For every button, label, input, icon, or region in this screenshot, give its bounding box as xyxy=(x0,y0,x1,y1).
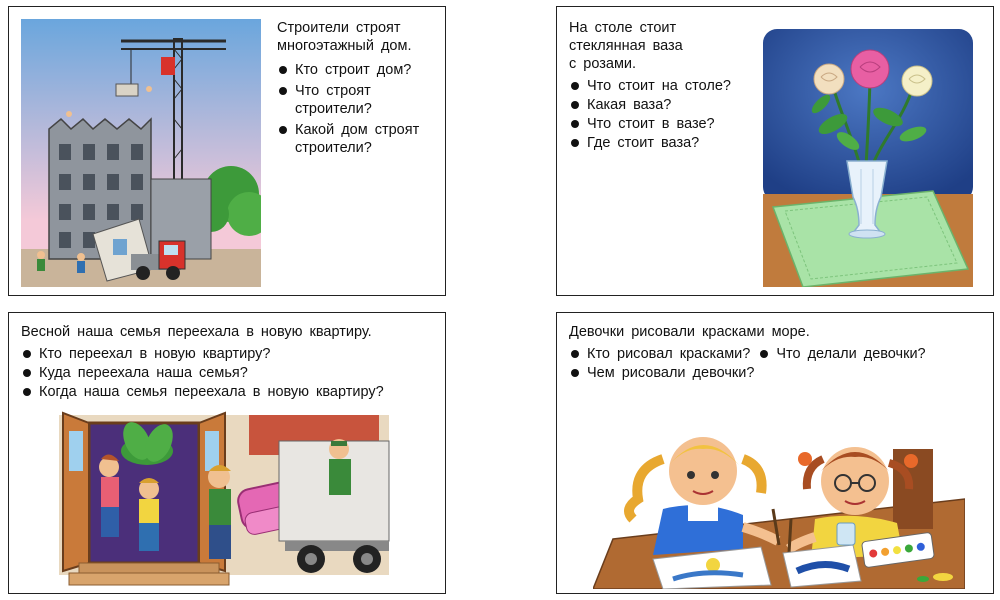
card-painting xyxy=(556,312,994,594)
card-text xyxy=(277,19,442,157)
card-title-line: с розами. xyxy=(569,56,637,72)
question-line: Что делали девочки? xyxy=(776,346,926,362)
question-item xyxy=(21,364,441,382)
moving-family-illustration xyxy=(49,401,409,589)
question-item xyxy=(277,61,442,79)
card-text xyxy=(569,19,769,152)
question-item xyxy=(569,96,769,114)
card-title-line: стеклянная ваза xyxy=(569,38,683,54)
card-title-line: Строители строят xyxy=(277,20,401,36)
question-line: Куда переехала наша семья? xyxy=(39,365,248,381)
question-line: Какая ваза? xyxy=(587,97,672,113)
question-line: Кто переехал в новую квартиру? xyxy=(39,346,271,362)
question-line: Какой дом строят xyxy=(295,122,420,138)
card-text xyxy=(569,323,989,382)
question-line: Чем рисовали девочки? xyxy=(587,365,755,381)
card-vase xyxy=(556,6,994,296)
question-line: строители? xyxy=(295,140,372,156)
card-title-line: Весной наша семья переехала в новую квартиру. xyxy=(21,324,372,340)
card-title-line: Девочки рисовали красками море. xyxy=(569,324,810,340)
roses-vase-illustration xyxy=(763,29,973,287)
question-line: Что стоит в вазе? xyxy=(587,116,715,132)
card-title-line: многоэтажный дом. xyxy=(277,38,412,54)
question-item xyxy=(569,364,989,382)
question-line: Кто рисовал красками? xyxy=(587,346,751,362)
construction-illustration xyxy=(21,19,261,287)
question-item xyxy=(277,82,442,118)
question-line: строители? xyxy=(295,101,372,117)
question-item xyxy=(758,345,925,363)
card-moving xyxy=(8,312,446,594)
question-line: Когда наша семья переехала в новую квартиру? xyxy=(39,384,384,400)
question-item xyxy=(569,134,769,152)
question-row xyxy=(569,345,989,363)
question-line: Кто строит дом? xyxy=(295,62,412,78)
girls-painting-illustration xyxy=(593,419,965,589)
question-line: Где стоит ваза? xyxy=(587,135,700,151)
question-item xyxy=(21,345,441,363)
question-item xyxy=(569,77,769,95)
card-title-line: На столе стоит xyxy=(569,20,677,36)
card-construction xyxy=(8,6,446,296)
question-item xyxy=(569,345,750,363)
question-item xyxy=(21,383,441,401)
question-line: Что строят xyxy=(295,83,371,99)
card-text xyxy=(21,323,441,401)
question-item xyxy=(277,121,442,157)
question-item xyxy=(569,115,769,133)
question-line: Что стоит на столе? xyxy=(587,78,731,94)
